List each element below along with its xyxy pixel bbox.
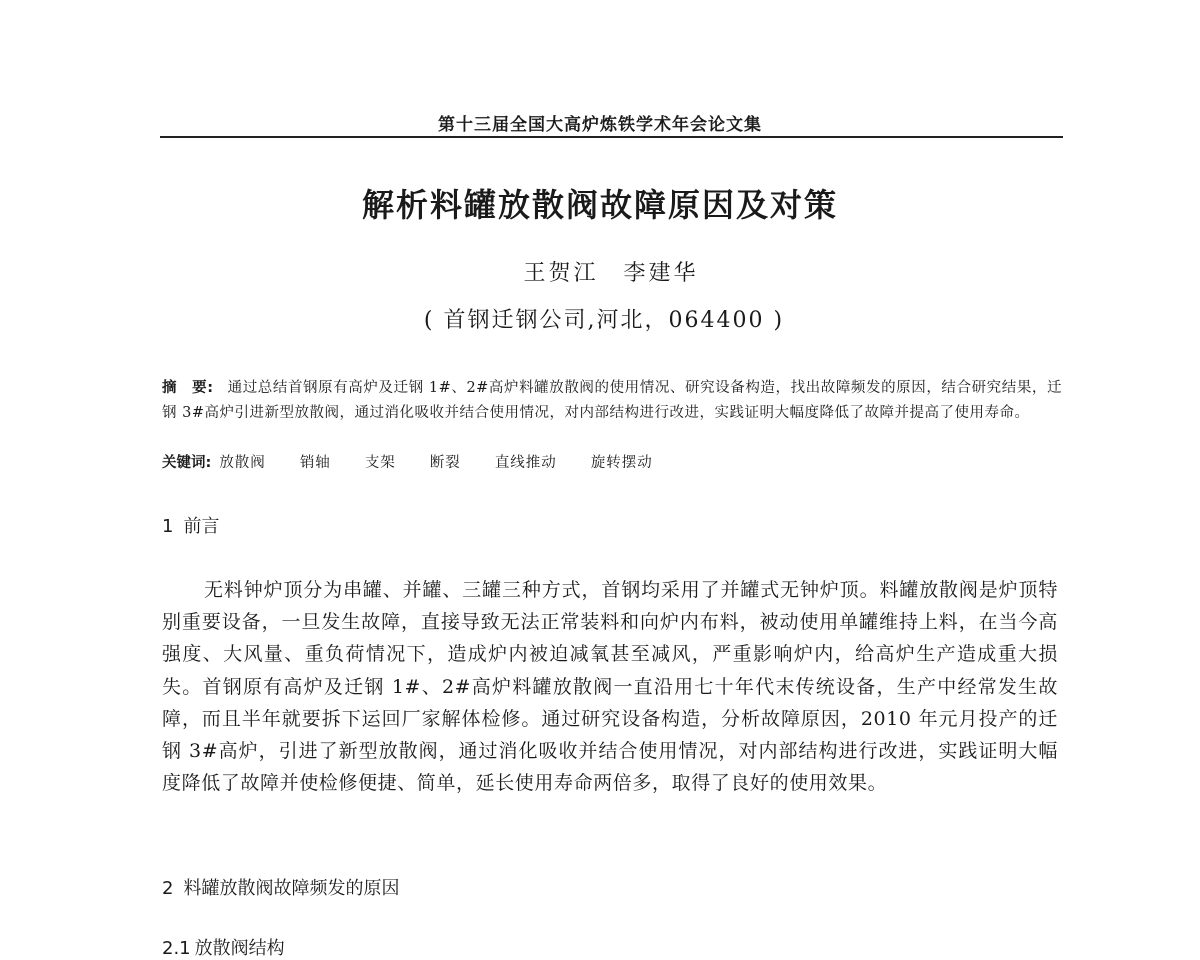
keyword: 旋转摆动 — [590, 455, 653, 471]
paper-affiliation: ( 首钢迁钢公司,河北，064400 ) — [423, 308, 785, 333]
abstract-label: 摘 要: — [162, 380, 214, 396]
keyword: 直线推动 — [494, 455, 557, 471]
subsection-heading-2-1 — [162, 934, 285, 960]
section-number: 2 — [162, 878, 174, 899]
keyword: 断裂 — [429, 455, 461, 471]
paper-authors: 王贺江 李建华 — [523, 261, 699, 286]
section-number: 2.1 — [162, 938, 191, 959]
keyword: 放散阀 — [219, 455, 266, 471]
section-title: 放散阀结构 — [194, 938, 285, 959]
header-rule — [160, 136, 1063, 138]
paper-title: 解析料罐放散阀故障原因及对策 — [361, 186, 838, 224]
keywords-label: 关键词: — [162, 455, 212, 471]
section-title: 料罐放散阀故障频发的原因 — [183, 878, 400, 899]
intro-paragraph: 无料钟炉顶分为串罐、并罐、三罐三种方式，首钢均采用了并罐式无钟炉顶。料罐放散阀是炉顶特别重要设备，一旦发生故障，直接导致无法正常装料和向炉内布料，被动使用单罐维持上料，在当今高强度、大风量、重负荷情况下，造成炉内被迫减氧甚至减风，严重影响炉内，给高炉生产造成重大损失。首钢原有高炉及迁钢 1#、2#高炉料罐放散阀一直沿用七十年代末传统设备，生产中经常发生故障，而且半年就要拆下运回厂家解体检修。通过研究设备构造，分析故障原因，2010 年元月投产的迁钢 3#高炉，引进了新型放散阀，通过消化吸收并结合使用情况，对内部结构进行改进，实践证明大幅度降低了故障并使检修便捷、简单，延长使用寿命两倍多，取得了良好的使用效果。 — [162, 579, 1058, 795]
section-heading-1 — [162, 512, 219, 538]
abstract-text: 通过总结首钢原有高炉及迁钢 1#、2#高炉料罐放散阀的使用情况、研究设备构造，找出故障频发的原因，结合研究结果，迁钢 3#高炉引进新型放散阀，通过消化吸收并结合使用情况，对内部结构进行改进，实践证明大幅度降低了故障并提高了使用寿命。 — [162, 380, 1062, 421]
keyword: 销轴 — [299, 455, 331, 471]
section-title: 前言 — [183, 516, 220, 537]
abstract — [162, 376, 1062, 426]
section-heading-2 — [162, 874, 399, 900]
section-number: 1 — [162, 516, 174, 537]
running-header: 第十三届全国大高炉炼铁学术年会论文集 — [438, 115, 762, 135]
keywords — [162, 451, 687, 472]
keyword: 支架 — [364, 455, 396, 471]
